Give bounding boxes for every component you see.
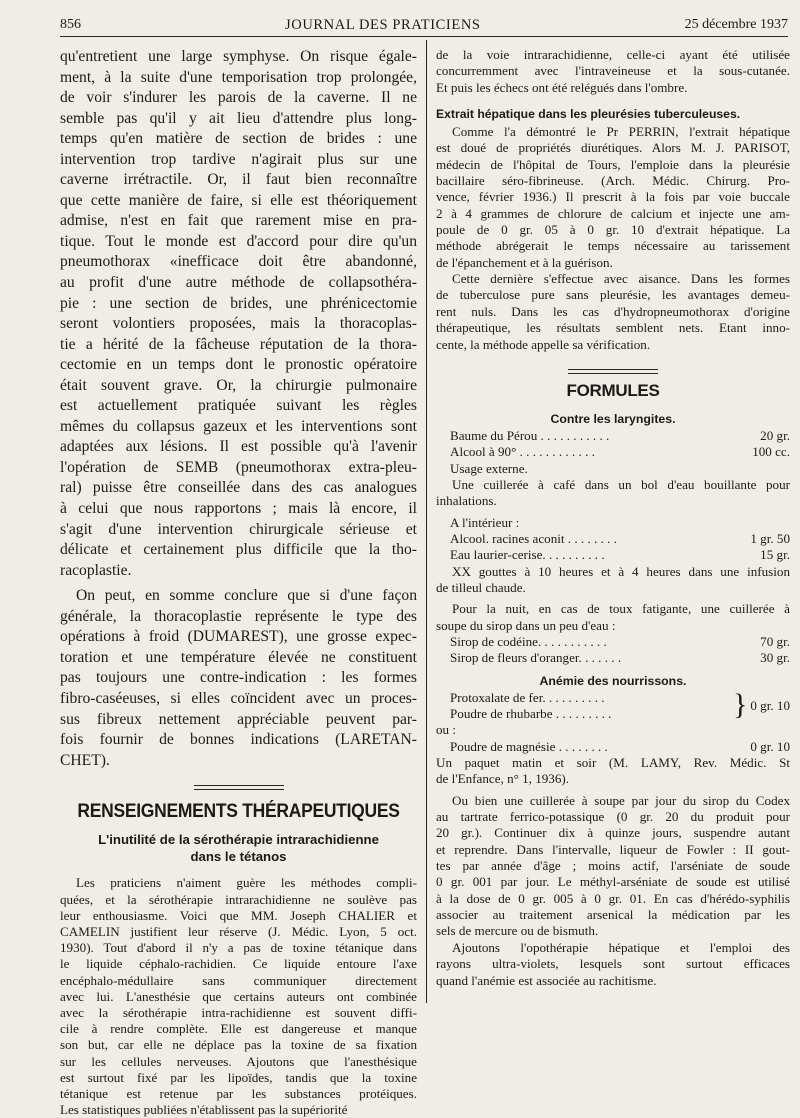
text-line: que cette manière de faire, si elle est théoriquement xyxy=(60,191,417,209)
brace-group xyxy=(436,687,790,723)
text-line: Une cuillerée à café dans un bol d'eau bouillante pour xyxy=(452,476,790,492)
text-line: Comme l'a démontré le Pr PERRIN, l'extrait hépatique xyxy=(452,124,790,140)
text-line: tique. Tout le monde est d'accord pour dire qu'un xyxy=(60,232,417,250)
text-line: cente, la méthode appelle sa vérification. xyxy=(436,336,651,352)
text-line: de l'Enfance, n° 1, 1936). xyxy=(436,771,570,787)
recipe-name: Alcool. racines aconit . . . . . . . . xyxy=(450,530,617,546)
text-line: encéphalo-médullaire sans communiquer directement xyxy=(60,972,417,988)
text-line: tétanique est retenue par les substances protéiques. xyxy=(60,1085,417,1101)
text-line: médecin de l'hôpital de Tours, l'emploie dans la pleurésie xyxy=(436,156,790,172)
text-line: délicate et certainement plus difficile que la tho- xyxy=(60,541,417,559)
recipe-row xyxy=(436,444,790,460)
tetanos-continuation xyxy=(436,47,790,96)
text-line: ment, à la suite d'une temporisation trop prolongée, xyxy=(60,68,417,86)
text-line: fois fournir de bonnes indications (LARETAN- xyxy=(60,731,417,749)
text-line: et reprendre. Dans l'intervalle, liqueur de Fowler : II gout- xyxy=(436,841,790,857)
left-column xyxy=(60,47,417,1118)
text-line: adaptées aux lésions. Il est possible qu'à l'avenir xyxy=(60,438,417,456)
text-line: semble pas qu'il y ait lieu d'attendre plus long- xyxy=(60,109,417,127)
text-line: opérations à froid (DUMAREST), une grosse expec- xyxy=(60,628,417,646)
article-continuation xyxy=(60,47,417,581)
text-line: rayons ultra-violets, lesquels sont surtout efficaces xyxy=(436,956,790,972)
text-line: de l'épanchement et à la guérison. xyxy=(436,254,613,270)
renseignements-text xyxy=(60,875,417,1118)
text-line: vence, février 1936.) Il prescrit à la fois par voie buccale xyxy=(436,189,790,205)
text-line: 0 gr. 001 par jour. Le méthyl-arséniate de soude est utilisé xyxy=(436,874,790,890)
recipe-row xyxy=(436,531,790,547)
section-title-renseignements: RENSEIGNEMENTS THÉRAPEUTIQUES xyxy=(77,801,400,823)
text-line: était souvent grave. Or, la chirurgie pulmonaire xyxy=(60,376,417,394)
article-conclusion xyxy=(60,586,417,771)
text-line: caverne irrétractile. Or, il faut bien reconnaître xyxy=(60,171,417,189)
recipe-qty: 20 gr. xyxy=(760,427,790,443)
brace-quantity: 0 gr. 10 xyxy=(750,697,790,713)
text-line: pie : une section de brides, une phrénicectomie xyxy=(60,294,417,312)
gouttes-text xyxy=(436,564,790,597)
brace-symbol: } xyxy=(732,687,748,721)
usage-text xyxy=(436,477,790,510)
text-line: est doué de propriétés diurétiques. Alors M. J. PARISOT, xyxy=(436,140,790,156)
text-line: leur enthousiasme. Voici que MM. Joseph CHALIER et xyxy=(60,907,417,923)
text-line: admise, n'est en fait que rarement mise en pra- xyxy=(60,212,417,230)
text-line: On peut, en somme conclure que si d'une façon xyxy=(76,587,417,605)
text-line: racoplastie. xyxy=(60,561,132,579)
text-line: de voir s'indurer les parois de la caverne. Il ne xyxy=(60,89,417,107)
text-line: temps qu'en matière de section de brides : une xyxy=(60,130,417,148)
text-line: pas toujours une contre-indication : les formes xyxy=(60,669,417,687)
text-line: au tartrate ferrico-potassique (0 gr. 20 du produit pour xyxy=(436,809,790,825)
recipe-row xyxy=(436,634,790,650)
text-line: sur les cellules nerveuses. Ajoutons que l'anesthésique xyxy=(60,1053,417,1069)
text-line: tes par année d'âge ; moins actif, l'arséniate de soude xyxy=(436,858,790,874)
text-line: quand l'anémie est associée au rachitisme. xyxy=(436,972,657,988)
text-line: Cette dernière s'effectue avec aisance. Dans les formes xyxy=(452,271,790,287)
extrait-text-2 xyxy=(436,271,790,353)
journal-title: JOURNAL DES PRATICIENS xyxy=(285,16,481,33)
text-line: intervention trop tardive n'agirait plus sur une xyxy=(60,150,417,168)
subtitle-line-2: dans le tétanos xyxy=(190,848,287,864)
recipe-name: Baume du Pérou . . . . . . . . . . . xyxy=(450,427,610,443)
text-line: associer au traitement arsenical la médication par les xyxy=(436,907,790,923)
recipe-name: Alcool à 90° . . . . . . . . . . . . xyxy=(450,444,595,460)
text-line: concurremment avec l'intraveineuse et la sous-cutanée. xyxy=(436,63,790,79)
recipe-qty: 0 gr. 10 xyxy=(750,738,790,754)
text-line: qu'entretient une large symphyse. On risque égale- xyxy=(60,48,417,65)
recipe-list-1 xyxy=(436,428,790,461)
recipe-name: Sirop de codéine. . . . . . . . . . . xyxy=(450,633,607,649)
anemie-text xyxy=(436,793,790,940)
laryngites-heading: Contre les laryngites. xyxy=(550,411,676,426)
text-line: son but, car elle ne déplace pas la toxine de sa fixation xyxy=(60,1037,417,1053)
text-line: soupe du sirop dans un peu d'eau : xyxy=(436,617,616,633)
text-line: Ou bien une cuillerée à soupe par jour du sirop du Codex xyxy=(452,792,790,808)
text-line: pneumothorax «inefficace doit être abandonné, xyxy=(60,253,417,271)
recipe-qty: 1 gr. 50 xyxy=(750,530,790,546)
issue-date: 25 décembre 1937 xyxy=(684,17,788,32)
text-line: inhalations. xyxy=(436,493,497,509)
text-line: avec la sérothérapie intra-rachidienne est souvent diffi- xyxy=(60,1004,417,1020)
text-line: Pour la nuit, en cas de toux fatigante, une cuillerée à xyxy=(452,601,790,617)
text-line: mêmes du collapsus gazeux et les interventions sont xyxy=(60,417,417,435)
section-title-formules: FORMULES xyxy=(566,380,660,400)
interieur-label: A l'intérieur : xyxy=(450,514,520,530)
text-line: sus fibreux nettement appréciable peuvent par- xyxy=(60,710,417,728)
text-line: CAMELIN justifient leur réserve (J. Médic. Lyon, 5 oct. xyxy=(60,923,417,939)
text-line: tie a hérité de la fâcheuse réputation de la thora- xyxy=(60,335,417,353)
recipe-list-3 xyxy=(436,634,790,667)
text-line: est surtout fixé par les lipoïdes, tandis que la toxine xyxy=(60,1069,417,1085)
recipe-row xyxy=(436,650,790,666)
text-line: quées, et la sérothérapie intrarachidienne ne soulève pas xyxy=(60,891,417,907)
recipe-row xyxy=(436,547,790,563)
recipe-row xyxy=(436,739,790,755)
recipe-qty: 70 gr. xyxy=(760,633,790,649)
recipe-qty: 15 gr. xyxy=(760,547,790,563)
ou-label: ou : xyxy=(436,722,457,738)
right-column xyxy=(436,47,790,989)
recipe-qty: 100 cc. xyxy=(752,444,790,460)
text-line: Et puis les échecs ont été relégués dans l'ombre. xyxy=(436,79,688,95)
recipe-name: Poudre de magnésie . . . . . . . . xyxy=(450,738,608,754)
text-line: CHET). xyxy=(60,751,110,769)
header-rule xyxy=(60,36,788,37)
text-line: rent nuls. Dans les cas d'hydropneumothorax d'origine xyxy=(436,303,790,319)
text-line: ral) puisse être conseillée dans des cas analogues xyxy=(60,479,417,497)
text-line: thérapeutique, les résultats semblent nets. Etant inno- xyxy=(436,320,790,336)
text-line: à celui que nous rapportons ; mais là encore, il xyxy=(60,500,417,518)
text-line: Les statistiques publiées n'établissent pas la supériorité xyxy=(60,1102,348,1118)
text-line: 1930). Tout d'abord il n'y a pas de toxine tétanique dans xyxy=(60,940,417,956)
brace-item: Poudre de rhubarbe . . . . . . . . . xyxy=(450,706,612,721)
extrait-text xyxy=(436,124,790,271)
text-line: fibro-caséeuses, si elles coïncident avec un proces- xyxy=(60,689,417,707)
text-line: seront volontiers proposées, mais la thoracoplas- xyxy=(60,315,417,333)
text-line: Un paquet matin et soir (M. LAMY, Rev. Médic. St xyxy=(436,755,790,771)
text-line: de tilleul chaude. xyxy=(436,579,526,595)
running-header xyxy=(60,12,788,38)
text-line: est actuellement pratiquée suivant les règles xyxy=(60,397,417,415)
recipe-qty: 30 gr. xyxy=(760,650,790,666)
brace-item: Protoxalate de fer. . . . . . . . . . xyxy=(450,689,605,705)
anemie-heading: Anémie des nourrissons. xyxy=(539,673,687,688)
text-line: sels de mercure ou de bismuth. xyxy=(436,923,599,939)
text-line: Ajoutons l'opothérapie hépatique et l'emploi des xyxy=(452,939,790,955)
text-line: avec lui. L'anesthésie que certains auteurs ont combinée xyxy=(60,988,417,1004)
text-line: XX gouttes à 10 heures et à 4 heures dans une infusion xyxy=(452,563,790,579)
text-line: l'opération de SEMB (pneumothorax extra-pleu- xyxy=(60,458,417,476)
column-divider xyxy=(426,40,427,1003)
nuit-text xyxy=(436,601,790,634)
text-line: cectomie en un temps dont le pronostic opératoire xyxy=(60,356,417,374)
text-line: poule de 0 gr. 05 à 0 gr. 10 d'extrait hépatique. La xyxy=(436,222,790,238)
citation-text xyxy=(436,755,790,788)
text-line: de la voie intrarachidienne, celle-ci ayant été utilisée xyxy=(436,47,790,62)
subtitle-line-1: L'inutilité de la sérothérapie intrarachidienne xyxy=(98,832,379,848)
text-line: Les praticiens n'aiment guère les méthodes compli- xyxy=(76,875,417,891)
text-line: bacillaire séro-fibrineuse. (Arch. Médic. Chirurg. Pro- xyxy=(436,173,790,189)
text-line: au profit d'une autre méthode de collapsothéra- xyxy=(60,274,417,292)
text-line: le liquide céphalo-rachidien. Ce liquide entoure l'axe xyxy=(60,956,417,972)
usage-label: Usage externe. xyxy=(450,460,528,476)
recipe-name: Eau laurier-cerise. . . . . . . . . . xyxy=(450,547,605,563)
text-line: cile à rendre complète. Elle est dangereuse et manque xyxy=(60,1021,417,1037)
text-line: s'agit d'une intervention chirurgicale sérieuse et xyxy=(60,520,417,538)
anemie-text-2 xyxy=(436,940,790,989)
text-line: à la dose de 0 gr. 005 à 0 gr. 01. En cas d'hérédo-syphilis xyxy=(436,890,790,906)
text-line: méthode abrégerait le temps nécessaire au tarissement xyxy=(436,238,790,254)
recipe-row xyxy=(436,428,790,444)
text-line: générale, la thoracoplastie représente le type des xyxy=(60,607,417,625)
text-line: 2 à 4 grammes de chlorure de calcium et injecte une am- xyxy=(436,205,790,221)
text-line: 20 gr.). Continuer dix à quinze jours, suspendre autant xyxy=(436,825,790,841)
recipe-list-2 xyxy=(436,531,790,564)
page-number: 856 xyxy=(60,17,81,32)
recipe-name: Sirop de fleurs d'oranger. . . . . . . xyxy=(450,650,622,666)
text-line: de tuberculose pure sans pleurésie, les avantages demeu- xyxy=(436,287,790,303)
text-line: toration et une température élevée ne constituent xyxy=(60,648,417,666)
extrait-heading: Extrait hépatique dans les pleurésies tuberculeuses. xyxy=(436,107,741,122)
